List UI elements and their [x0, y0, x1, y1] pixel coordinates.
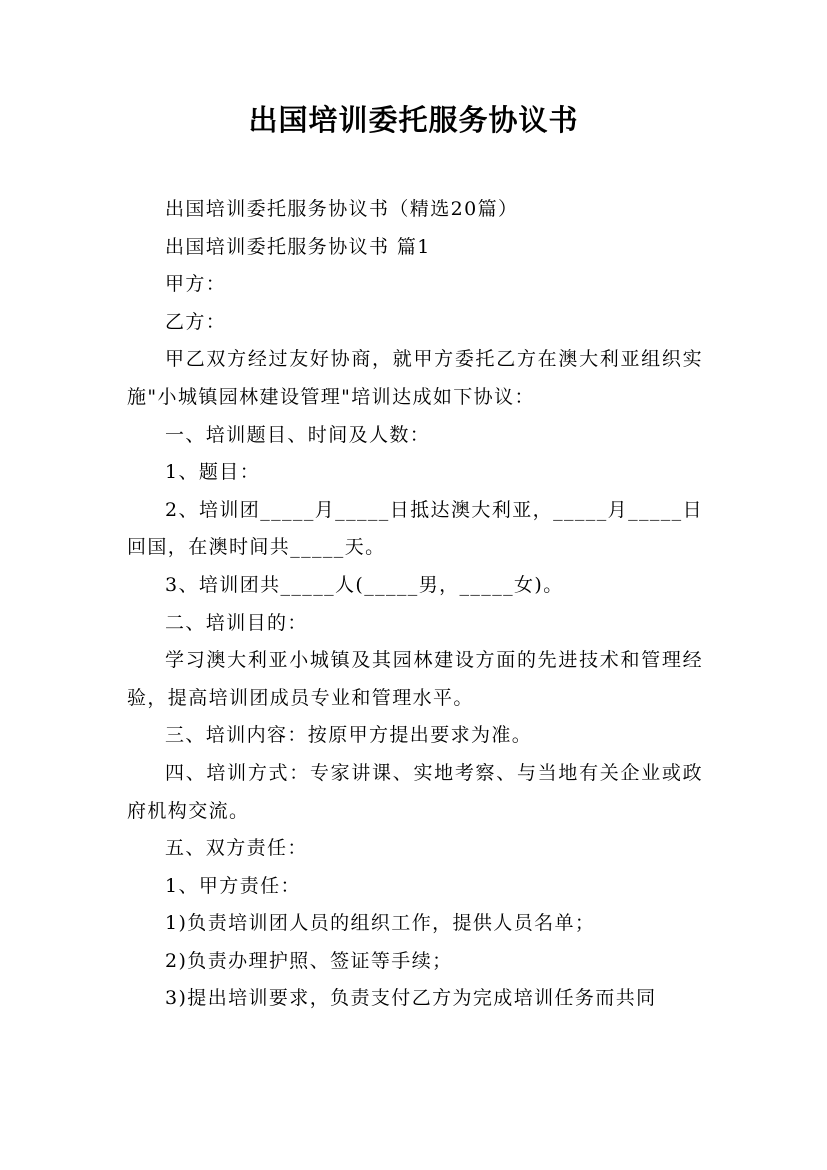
paragraph-party-a: 甲方： — [165, 273, 227, 296]
paragraph-heading-selected: 出国培训委托服务协议书（精选20篇） — [165, 198, 519, 220]
document-title: 出国培训委托服务协议书 — [248, 103, 579, 137]
paragraph-topic: 1、题目： — [165, 461, 261, 484]
paragraph-clause-3: 三、培训内容：按原甲方提出要求为准。 — [165, 724, 533, 747]
paragraph-duty-3: 3)提出培训要求，负责支付乙方为完成培训任务而共同 — [165, 987, 657, 1010]
paragraph-section-title: 出国培训委托服务协议书 篇1 — [165, 235, 431, 258]
paragraph-party-a-duties: 1、甲方责任： — [165, 874, 301, 897]
paragraph-clause-4: 四、培训方式：专家讲课、实地考察、与当地有关企业或政府机构交流。 — [127, 761, 703, 822]
paragraph-clause-5: 五、双方责任： — [165, 837, 308, 860]
paragraph-intro: 甲乙双方经过友好协商，就甲方委托乙方在澳大利亚组织实施"小城镇园林建设管理"培训达成如下协议： — [127, 348, 703, 408]
paragraph-headcount: 3、培训团共_____人(_____男，_____女)。 — [165, 573, 564, 596]
paragraph-dates: 2、培训团_____月_____日抵达澳大利亚，_____月_____日回国，在澳时间共_____天。 — [127, 498, 703, 559]
paragraph-duty-1: 1)负责培训团人员的组织工作，提供人员名单； — [165, 912, 596, 935]
paragraph-purpose: 学习澳大利亚小城镇及其园林建设方面的先进技术和管理经验，提高培训团成员专业和管理水平。 — [127, 649, 703, 709]
paragraph-party-b: 乙方： — [165, 310, 227, 333]
paragraph-duty-2: 2)负责办理护照、签证等手续； — [165, 949, 453, 972]
paragraph-clause-1: 一、培训题目、时间及人数： — [165, 423, 431, 446]
paragraph-clause-2: 二、培训目的： — [165, 611, 308, 634]
document-body — [127, 191, 703, 1018]
